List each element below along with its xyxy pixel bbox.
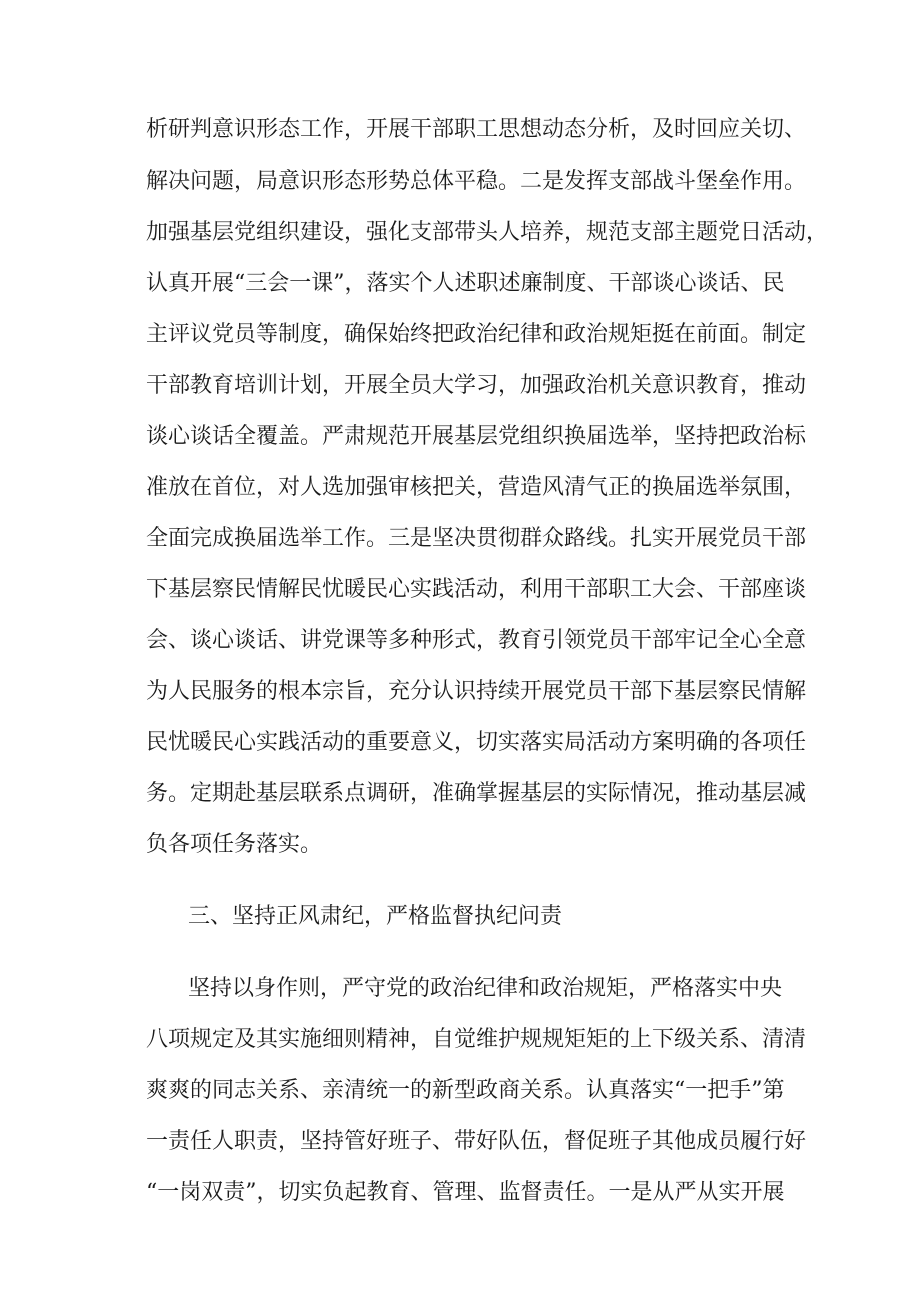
text-line: 民忧暖民心实践活动的重要意义，切实落实局活动方案明确的各项任 — [146, 730, 807, 755]
text-line: 认真开展“三会一课”，落实个人述职述廉制度、干部谈心谈话、民 — [146, 271, 785, 296]
text-line: 加强基层党组织建设，强化支部带头人培养，规范支部主题党日活动， — [146, 220, 829, 245]
text-line: 爽爽的同志关系、亲清统一的新型政商关系。认真落实“一把手”第 — [146, 1078, 785, 1103]
text-line: 全面完成换届选举工作。三是坚决贯彻群众路线。扎实开展党员干部 — [146, 526, 807, 551]
text-line: 解决问题，局意识形态形势总体平稳。二是发挥支部战斗堡垒作用。 — [146, 169, 807, 194]
text-line: 一责任人职责，坚持管好班子、带好队伍，督促班子其他成员履行好 — [146, 1129, 807, 1154]
text-line: 下基层察民情解民忧暖民心实践活动，利用干部职工大会、干部座谈 — [146, 577, 807, 602]
text-line: 准放在首位，对人选加强审核把关，营造风清气正的换届选举氛围， — [146, 475, 807, 500]
text-line: 干部教育培训计划，开展全员大学习，加强政治机关意识教育，推动 — [146, 373, 807, 398]
text-line: 负各项任务落实。 — [146, 832, 323, 857]
text-line: 析研判意识形态工作，开展干部职工思想动态分析，及时回应关切、 — [146, 117, 807, 142]
text-line: 务。定期赴基层联系点调研，准确掌握基层的实际情况，推动基层减 — [146, 781, 807, 806]
text-line: 主评议党员等制度，确保始终把政治纪律和政治规矩挺在前面。制定 — [146, 322, 807, 347]
text-line: “一岗双责”，切实负起教育、管理、监督责任。一是从严从实开展 — [146, 1180, 785, 1205]
text-line: 谈心谈话全覆盖。严肃规范开展基层党组织换届选举，坚持把政治标 — [146, 424, 807, 449]
text-line: 会、谈心谈话、讲党课等多种形式，教育引领党员干部牢记全心全意 — [146, 628, 807, 653]
text-line: 坚持以身作则，严守党的政治纪律和政治规矩，严格落实中央 — [188, 976, 783, 1001]
section-heading: 三、坚持正风肃纪，严格监督执纪问责 — [188, 904, 563, 929]
text-line: 为人民服务的根本宗旨，充分认识持续开展党员干部下基层察民情解 — [146, 679, 807, 704]
text-line: 八项规定及其实施细则精神，自觉维护规规矩矩的上下级关系、清清 — [146, 1027, 807, 1052]
